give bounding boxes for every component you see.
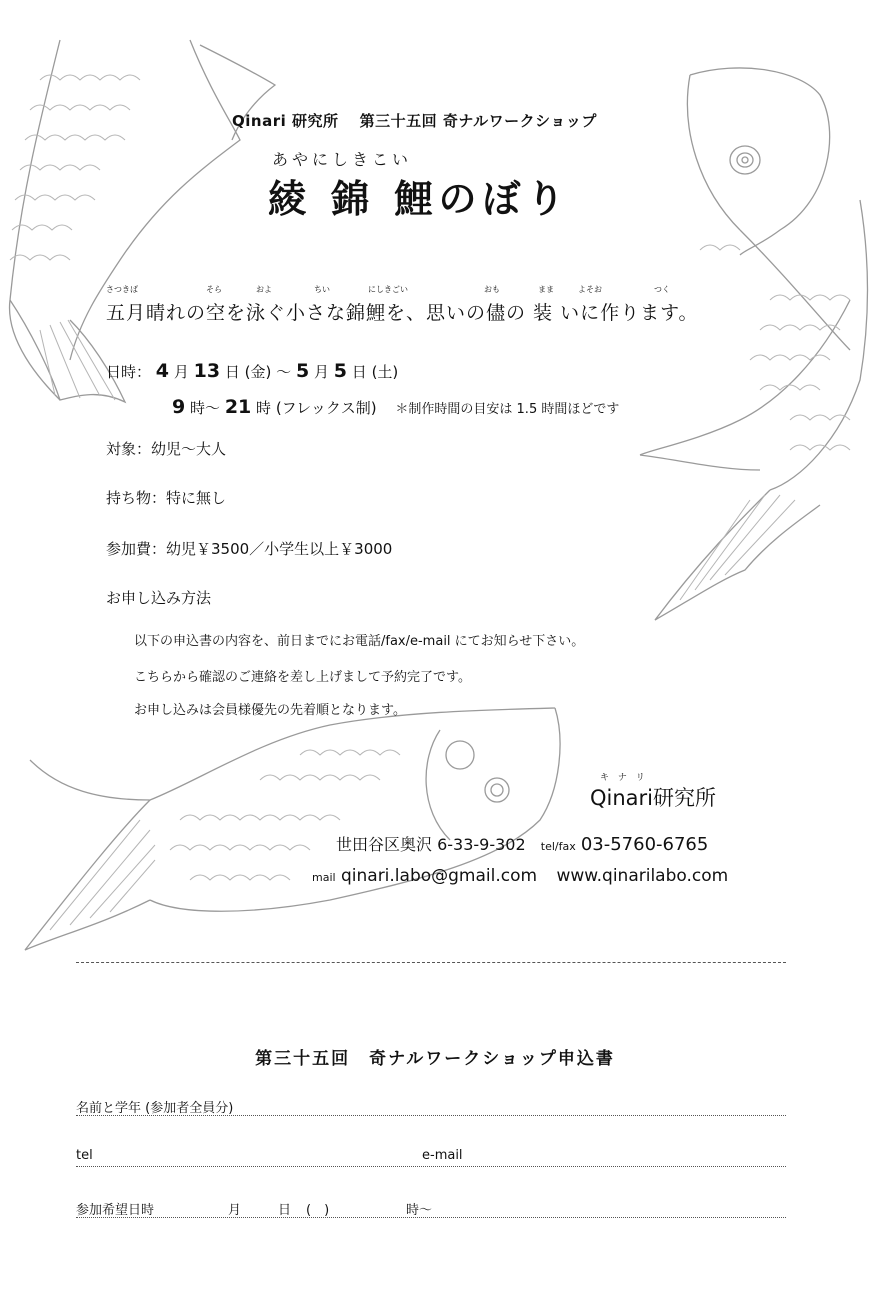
koi-bottom-icon	[25, 708, 560, 950]
contact-address	[336, 832, 708, 855]
open-hour: 9	[172, 396, 186, 418]
contact-online	[312, 866, 728, 886]
date-field[interactable]	[76, 1217, 786, 1218]
date-tilde: ～	[276, 363, 292, 381]
intro-ruby: まま	[538, 285, 554, 294]
belongings: 持ち物：特に無し	[106, 489, 227, 507]
intro-text: 五月晴れの空を泳ぐ小さな錦鯉を、思いの儘の 装 いに作ります。	[106, 302, 699, 324]
form-weekday-paren: ( )	[306, 1203, 330, 1218]
contact-name: Qinari研究所	[590, 786, 717, 810]
intro-ruby: そら	[206, 285, 222, 294]
participation-fee: 参加費：幼児￥3500／小学生以上￥3000	[106, 540, 393, 558]
contact-field[interactable]	[76, 1166, 786, 1167]
koi-right-icon	[640, 68, 868, 620]
intro-ruby: にしきごい	[368, 285, 408, 294]
form-month: 月	[228, 1203, 242, 1218]
intro-ruby: さつきば	[106, 285, 138, 294]
close-suffix: 時 (フレックス制)	[256, 399, 377, 417]
intro-ruby: よそお	[578, 285, 602, 294]
form-email-label: e-mail	[422, 1148, 463, 1163]
schedule-hours	[172, 396, 619, 418]
intro-ruby: つく	[654, 285, 670, 294]
website-link[interactable]: www.qinarilabo.com	[556, 866, 729, 886]
cut-line	[76, 962, 786, 963]
target-audience: 対象：幼児～大人	[106, 440, 227, 458]
start-weekday: (金)	[244, 363, 272, 381]
start-month: 4	[155, 360, 170, 382]
intro-ruby: おも	[484, 285, 500, 294]
form-day: 日	[278, 1203, 292, 1218]
page-title: 綾 錦 鯉のぼり	[268, 177, 571, 221]
schedule-label: 日時：	[106, 363, 152, 381]
schedule-note: ＊制作時間の目安は 1.5 時間ほどです	[395, 402, 620, 417]
form-date-label: 参加希望日時	[76, 1203, 155, 1218]
intro-ruby: およ	[256, 285, 272, 294]
intro-ruby: ちい	[314, 285, 330, 294]
tel-number: 03-5760-6765	[580, 834, 709, 855]
title-ruby: あやにしきこい	[272, 150, 413, 169]
hour-unit: 時～	[190, 399, 221, 417]
start-day: 13	[193, 360, 221, 382]
form-tel-label: tel	[76, 1148, 93, 1163]
end-day: 5	[333, 360, 347, 382]
contact-name-ruby: キ ナ リ	[600, 773, 648, 783]
email-link[interactable]: qinari.labo@gmail.com	[340, 866, 538, 886]
application-heading: お申し込み方法	[106, 589, 212, 607]
day-unit: 日	[351, 363, 367, 381]
end-weekday: (土)	[371, 363, 399, 381]
mail-label: mail	[312, 871, 336, 884]
month-unit: 月	[313, 363, 329, 381]
form-name-label: 名前と学年 (参加者全員分)	[76, 1101, 234, 1116]
close-hour: 21	[224, 396, 252, 418]
tel-label: tel/fax	[540, 840, 576, 853]
intro-ruby-row	[106, 284, 766, 296]
application-line: こちらから確認のご連絡を差し上げまして予約完了です。	[134, 670, 471, 685]
schedule-dates	[106, 360, 398, 382]
application-line: 以下の申込書の内容を、前日までにお電話/fax/e-mail にてお知らせ下さい。	[134, 634, 585, 649]
form-title: 第三十五回 奇ナルワークショップ申込書	[255, 1049, 615, 1069]
name-field[interactable]	[76, 1115, 786, 1116]
header-org-line: Qinari 研究所 第三十五回 奇ナルワークショップ	[232, 112, 597, 130]
application-line: お申し込みは会員様優先の先着順となります。	[134, 703, 406, 718]
day-unit: 日	[224, 363, 240, 381]
koi-left-top-icon	[10, 40, 275, 402]
address-text: 世田谷区奥沢 6-33-9-302	[336, 835, 526, 854]
end-month: 5	[295, 360, 310, 382]
month-unit: 月	[173, 363, 189, 381]
form-hour: 時～	[406, 1203, 433, 1218]
